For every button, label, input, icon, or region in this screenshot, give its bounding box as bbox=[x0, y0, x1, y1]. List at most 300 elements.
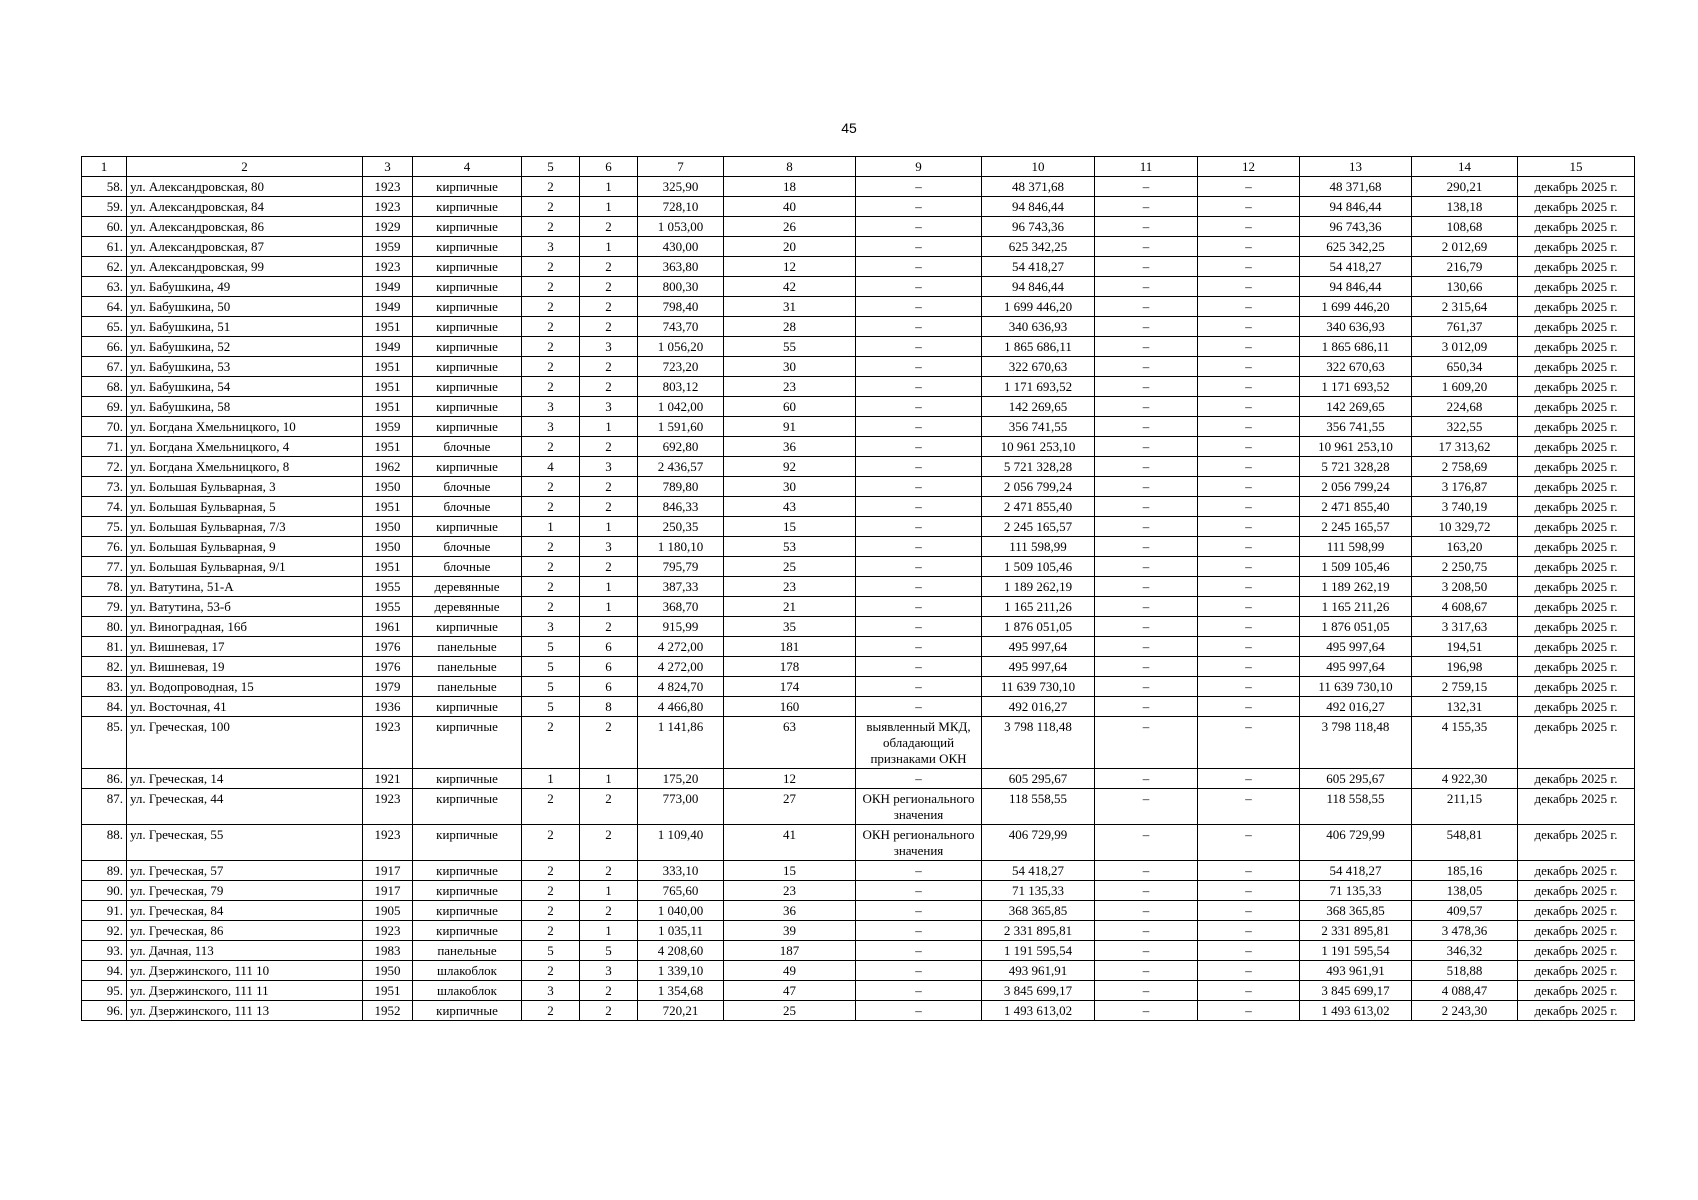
deadline-cell: декабрь 2025 г. bbox=[1518, 337, 1635, 357]
entrances-cell: 1 bbox=[580, 197, 638, 217]
address-cell: ул. Греческая, 84 bbox=[127, 901, 363, 921]
year-built-cell: 1962 bbox=[363, 457, 413, 477]
table-row bbox=[82, 921, 1635, 941]
residents-cell: 15 bbox=[724, 861, 856, 881]
cost-cell: 625 342,25 bbox=[982, 237, 1095, 257]
year-built-cell: 1951 bbox=[363, 981, 413, 1001]
year-built-cell: 1976 bbox=[363, 657, 413, 677]
row-number-cell: 82. bbox=[82, 657, 127, 677]
deadline-cell: декабрь 2025 г. bbox=[1518, 317, 1635, 337]
residents-cell: 178 bbox=[724, 657, 856, 677]
cost-per-sqm-cell: 17 313,62 bbox=[1412, 437, 1518, 457]
residents-cell: 25 bbox=[724, 1001, 856, 1021]
table-row bbox=[82, 1001, 1635, 1021]
table-row bbox=[82, 617, 1635, 637]
address-cell: ул. Греческая, 86 bbox=[127, 921, 363, 941]
cost-per-sqm-cell: 1 609,20 bbox=[1412, 377, 1518, 397]
row-number-cell: 85. bbox=[82, 717, 127, 769]
address-cell: ул. Большая Бульварная, 5 bbox=[127, 497, 363, 517]
cost-col-12-cell: – bbox=[1198, 789, 1300, 825]
total-cost-cell: 2 471 855,40 bbox=[1300, 497, 1412, 517]
cost-cell: 1 191 595,54 bbox=[982, 941, 1095, 961]
floors-cell: 5 bbox=[522, 657, 580, 677]
cost-per-sqm-cell: 3 317,63 bbox=[1412, 617, 1518, 637]
deadline-cell: декабрь 2025 г. bbox=[1518, 697, 1635, 717]
year-built-cell: 1950 bbox=[363, 517, 413, 537]
floors-cell: 2 bbox=[522, 297, 580, 317]
deadline-cell: декабрь 2025 г. bbox=[1518, 617, 1635, 637]
wall-material-cell: панельные bbox=[413, 941, 522, 961]
row-number-cell: 75. bbox=[82, 517, 127, 537]
entrances-cell: 3 bbox=[580, 397, 638, 417]
cost-col-12-cell: – bbox=[1198, 881, 1300, 901]
cost-col-11-cell: – bbox=[1095, 941, 1198, 961]
floors-cell: 2 bbox=[522, 577, 580, 597]
table-row bbox=[82, 197, 1635, 217]
heritage-status-cell: – bbox=[856, 197, 982, 217]
heritage-status-cell: – bbox=[856, 237, 982, 257]
year-built-cell: 1923 bbox=[363, 921, 413, 941]
row-number-cell: 63. bbox=[82, 277, 127, 297]
heritage-status-cell: – bbox=[856, 357, 982, 377]
table-row bbox=[82, 637, 1635, 657]
wall-material-cell: кирпичные bbox=[413, 177, 522, 197]
year-built-cell: 1955 bbox=[363, 597, 413, 617]
deadline-cell: декабрь 2025 г. bbox=[1518, 961, 1635, 981]
total-cost-cell: 322 670,63 bbox=[1300, 357, 1412, 377]
heritage-status-cell: – bbox=[856, 901, 982, 921]
address-cell: ул. Дачная, 113 bbox=[127, 941, 363, 961]
cost-col-11-cell: – bbox=[1095, 881, 1198, 901]
address-cell: ул. Греческая, 44 bbox=[127, 789, 363, 825]
row-number-cell: 66. bbox=[82, 337, 127, 357]
residents-cell: 12 bbox=[724, 257, 856, 277]
deadline-cell: декабрь 2025 г. bbox=[1518, 769, 1635, 789]
wall-material-cell: кирпичные bbox=[413, 317, 522, 337]
area-cell: 1 053,00 bbox=[638, 217, 724, 237]
entrances-cell: 2 bbox=[580, 297, 638, 317]
address-cell: ул. Большая Бульварная, 9 bbox=[127, 537, 363, 557]
heritage-status-cell: – bbox=[856, 417, 982, 437]
row-number-cell: 72. bbox=[82, 457, 127, 477]
cost-col-12-cell: – bbox=[1198, 941, 1300, 961]
residents-cell: 12 bbox=[724, 769, 856, 789]
year-built-cell: 1976 bbox=[363, 637, 413, 657]
row-number-cell: 64. bbox=[82, 297, 127, 317]
page-number: 45 bbox=[841, 120, 857, 136]
entrances-cell: 2 bbox=[580, 1001, 638, 1021]
row-number-cell: 76. bbox=[82, 537, 127, 557]
cost-per-sqm-cell: 138,18 bbox=[1412, 197, 1518, 217]
deadline-cell: декабрь 2025 г. bbox=[1518, 377, 1635, 397]
wall-material-cell: кирпичные bbox=[413, 1001, 522, 1021]
row-number-cell: 71. bbox=[82, 437, 127, 457]
year-built-cell: 1950 bbox=[363, 537, 413, 557]
floors-cell: 2 bbox=[522, 277, 580, 297]
cost-col-11-cell: – bbox=[1095, 677, 1198, 697]
row-number-cell: 80. bbox=[82, 617, 127, 637]
wall-material-cell: кирпичные bbox=[413, 717, 522, 769]
cost-per-sqm-cell: 3 176,87 bbox=[1412, 477, 1518, 497]
deadline-cell: декабрь 2025 г. bbox=[1518, 297, 1635, 317]
table-row bbox=[82, 941, 1635, 961]
cost-col-12-cell: – bbox=[1198, 297, 1300, 317]
heritage-status-cell: – bbox=[856, 769, 982, 789]
area-cell: 728,10 bbox=[638, 197, 724, 217]
total-cost-cell: 2 056 799,24 bbox=[1300, 477, 1412, 497]
entrances-cell: 2 bbox=[580, 477, 638, 497]
wall-material-cell: деревянные bbox=[413, 597, 522, 617]
heritage-status-cell: – bbox=[856, 337, 982, 357]
cost-cell: 1 509 105,46 bbox=[982, 557, 1095, 577]
deadline-cell: декабрь 2025 г. bbox=[1518, 901, 1635, 921]
entrances-cell: 1 bbox=[580, 881, 638, 901]
cost-col-11-cell: – bbox=[1095, 177, 1198, 197]
residents-cell: 25 bbox=[724, 557, 856, 577]
cost-col-11-cell: – bbox=[1095, 437, 1198, 457]
heritage-status-cell: – bbox=[856, 1001, 982, 1021]
column-header-10: 10 bbox=[982, 157, 1095, 177]
area-cell: 1 354,68 bbox=[638, 981, 724, 1001]
deadline-cell: декабрь 2025 г. bbox=[1518, 457, 1635, 477]
total-cost-cell: 5 721 328,28 bbox=[1300, 457, 1412, 477]
cost-per-sqm-cell: 3 478,36 bbox=[1412, 921, 1518, 941]
column-number-row bbox=[82, 157, 1635, 177]
heritage-status-cell: – bbox=[856, 881, 982, 901]
year-built-cell: 1949 bbox=[363, 337, 413, 357]
cost-col-11-cell: – bbox=[1095, 769, 1198, 789]
cost-cell: 356 741,55 bbox=[982, 417, 1095, 437]
table-row bbox=[82, 457, 1635, 477]
area-cell: 720,21 bbox=[638, 1001, 724, 1021]
floors-cell: 2 bbox=[522, 197, 580, 217]
cost-per-sqm-cell: 761,37 bbox=[1412, 317, 1518, 337]
cost-per-sqm-cell: 163,20 bbox=[1412, 537, 1518, 557]
entrances-cell: 2 bbox=[580, 617, 638, 637]
row-number-cell: 89. bbox=[82, 861, 127, 881]
deadline-cell: декабрь 2025 г. bbox=[1518, 677, 1635, 697]
area-cell: 175,20 bbox=[638, 769, 724, 789]
cost-col-12-cell: – bbox=[1198, 497, 1300, 517]
cost-cell: 111 598,99 bbox=[982, 537, 1095, 557]
cost-cell: 10 961 253,10 bbox=[982, 437, 1095, 457]
deadline-cell: декабрь 2025 г. bbox=[1518, 881, 1635, 901]
row-number-cell: 86. bbox=[82, 769, 127, 789]
heritage-status-cell: – bbox=[856, 537, 982, 557]
year-built-cell: 1959 bbox=[363, 237, 413, 257]
area-cell: 368,70 bbox=[638, 597, 724, 617]
total-cost-cell: 3 845 699,17 bbox=[1300, 981, 1412, 1001]
entrances-cell: 2 bbox=[580, 861, 638, 881]
deadline-cell: декабрь 2025 г. bbox=[1518, 177, 1635, 197]
area-cell: 1 180,10 bbox=[638, 537, 724, 557]
cost-cell: 94 846,44 bbox=[982, 277, 1095, 297]
table-row bbox=[82, 657, 1635, 677]
area-cell: 4 824,70 bbox=[638, 677, 724, 697]
cost-per-sqm-cell: 4 608,67 bbox=[1412, 597, 1518, 617]
cost-per-sqm-cell: 2 243,30 bbox=[1412, 1001, 1518, 1021]
entrances-cell: 3 bbox=[580, 961, 638, 981]
row-number-cell: 93. bbox=[82, 941, 127, 961]
cost-col-12-cell: – bbox=[1198, 237, 1300, 257]
cost-cell: 368 365,85 bbox=[982, 901, 1095, 921]
floors-cell: 2 bbox=[522, 861, 580, 881]
total-cost-cell: 1 865 686,11 bbox=[1300, 337, 1412, 357]
floors-cell: 2 bbox=[522, 177, 580, 197]
year-built-cell: 1917 bbox=[363, 881, 413, 901]
heritage-status-cell: – bbox=[856, 981, 982, 1001]
residents-cell: 30 bbox=[724, 477, 856, 497]
entrances-cell: 1 bbox=[580, 597, 638, 617]
column-header-13: 13 bbox=[1300, 157, 1412, 177]
cost-col-11-cell: – bbox=[1095, 597, 1198, 617]
deadline-cell: декабрь 2025 г. bbox=[1518, 417, 1635, 437]
address-cell: ул. Греческая, 57 bbox=[127, 861, 363, 881]
cost-cell: 11 639 730,10 bbox=[982, 677, 1095, 697]
cost-col-11-cell: – bbox=[1095, 517, 1198, 537]
residents-cell: 53 bbox=[724, 537, 856, 557]
cost-col-12-cell: – bbox=[1198, 357, 1300, 377]
heritage-status-cell: – bbox=[856, 177, 982, 197]
address-cell: ул. Бабушкина, 54 bbox=[127, 377, 363, 397]
heritage-status-cell: – bbox=[856, 637, 982, 657]
residents-cell: 21 bbox=[724, 597, 856, 617]
cost-col-11-cell: – bbox=[1095, 397, 1198, 417]
cost-per-sqm-cell: 211,15 bbox=[1412, 789, 1518, 825]
column-header-15: 15 bbox=[1518, 157, 1635, 177]
column-header-9: 9 bbox=[856, 157, 982, 177]
column-header-4: 4 bbox=[413, 157, 522, 177]
table-row bbox=[82, 337, 1635, 357]
cost-per-sqm-cell: 130,66 bbox=[1412, 277, 1518, 297]
cost-cell: 493 961,91 bbox=[982, 961, 1095, 981]
residents-cell: 18 bbox=[724, 177, 856, 197]
residents-cell: 36 bbox=[724, 901, 856, 921]
area-cell: 4 208,60 bbox=[638, 941, 724, 961]
cost-per-sqm-cell: 196,98 bbox=[1412, 657, 1518, 677]
year-built-cell: 1923 bbox=[363, 197, 413, 217]
cost-cell: 406 729,99 bbox=[982, 825, 1095, 861]
entrances-cell: 8 bbox=[580, 697, 638, 717]
row-number-cell: 83. bbox=[82, 677, 127, 697]
deadline-cell: декабрь 2025 г. bbox=[1518, 921, 1635, 941]
residents-cell: 20 bbox=[724, 237, 856, 257]
cost-cell: 1 865 686,11 bbox=[982, 337, 1095, 357]
row-number-cell: 73. bbox=[82, 477, 127, 497]
cost-cell: 1 876 051,05 bbox=[982, 617, 1095, 637]
heritage-status-cell: – bbox=[856, 397, 982, 417]
year-built-cell: 1905 bbox=[363, 901, 413, 921]
column-header-8: 8 bbox=[724, 157, 856, 177]
table-row bbox=[82, 477, 1635, 497]
cost-col-12-cell: – bbox=[1198, 637, 1300, 657]
cost-cell: 71 135,33 bbox=[982, 881, 1095, 901]
address-cell: ул. Ватутина, 53-б bbox=[127, 597, 363, 617]
cost-col-11-cell: – bbox=[1095, 257, 1198, 277]
address-cell: ул. Александровская, 99 bbox=[127, 257, 363, 277]
cost-cell: 1 493 613,02 bbox=[982, 1001, 1095, 1021]
area-cell: 1 040,00 bbox=[638, 901, 724, 921]
cost-col-12-cell: – bbox=[1198, 597, 1300, 617]
area-cell: 798,40 bbox=[638, 297, 724, 317]
cost-per-sqm-cell: 10 329,72 bbox=[1412, 517, 1518, 537]
residents-cell: 181 bbox=[724, 637, 856, 657]
cost-col-12-cell: – bbox=[1198, 577, 1300, 597]
address-cell: ул. Дзержинского, 111 13 bbox=[127, 1001, 363, 1021]
total-cost-cell: 111 598,99 bbox=[1300, 537, 1412, 557]
area-cell: 333,10 bbox=[638, 861, 724, 881]
cost-col-12-cell: – bbox=[1198, 825, 1300, 861]
column-header-1: 1 bbox=[82, 157, 127, 177]
table-row bbox=[82, 377, 1635, 397]
floors-cell: 2 bbox=[522, 537, 580, 557]
cost-per-sqm-cell: 132,31 bbox=[1412, 697, 1518, 717]
year-built-cell: 1951 bbox=[363, 357, 413, 377]
year-built-cell: 1983 bbox=[363, 941, 413, 961]
residents-cell: 35 bbox=[724, 617, 856, 637]
row-number-cell: 91. bbox=[82, 901, 127, 921]
total-cost-cell: 356 741,55 bbox=[1300, 417, 1412, 437]
deadline-cell: декабрь 2025 г. bbox=[1518, 1001, 1635, 1021]
row-number-cell: 84. bbox=[82, 697, 127, 717]
heritage-status-cell: – bbox=[856, 697, 982, 717]
cost-col-11-cell: – bbox=[1095, 981, 1198, 1001]
entrances-cell: 2 bbox=[580, 825, 638, 861]
cost-col-11-cell: – bbox=[1095, 717, 1198, 769]
address-cell: ул. Вишневая, 17 bbox=[127, 637, 363, 657]
wall-material-cell: кирпичные bbox=[413, 617, 522, 637]
cost-cell: 1 165 211,26 bbox=[982, 597, 1095, 617]
entrances-cell: 1 bbox=[580, 237, 638, 257]
year-built-cell: 1936 bbox=[363, 697, 413, 717]
cost-cell: 118 558,55 bbox=[982, 789, 1095, 825]
heritage-status-cell: – bbox=[856, 437, 982, 457]
wall-material-cell: кирпичные bbox=[413, 277, 522, 297]
floors-cell: 2 bbox=[522, 217, 580, 237]
housing-register-table bbox=[81, 156, 1635, 1021]
residents-cell: 39 bbox=[724, 921, 856, 941]
deadline-cell: декабрь 2025 г. bbox=[1518, 517, 1635, 537]
cost-cell: 1 189 262,19 bbox=[982, 577, 1095, 597]
cost-per-sqm-cell: 322,55 bbox=[1412, 417, 1518, 437]
wall-material-cell: деревянные bbox=[413, 577, 522, 597]
wall-material-cell: кирпичные bbox=[413, 697, 522, 717]
cost-cell: 495 997,64 bbox=[982, 637, 1095, 657]
area-cell: 4 272,00 bbox=[638, 637, 724, 657]
residents-cell: 49 bbox=[724, 961, 856, 981]
residents-cell: 187 bbox=[724, 941, 856, 961]
deadline-cell: декабрь 2025 г. bbox=[1518, 557, 1635, 577]
cost-per-sqm-cell: 4 922,30 bbox=[1412, 769, 1518, 789]
heritage-status-cell: – bbox=[856, 317, 982, 337]
area-cell: 1 042,00 bbox=[638, 397, 724, 417]
deadline-cell: декабрь 2025 г. bbox=[1518, 657, 1635, 677]
cost-per-sqm-cell: 650,34 bbox=[1412, 357, 1518, 377]
total-cost-cell: 94 846,44 bbox=[1300, 197, 1412, 217]
floors-cell: 2 bbox=[522, 1001, 580, 1021]
total-cost-cell: 96 743,36 bbox=[1300, 217, 1412, 237]
address-cell: ул. Бабушкина, 53 bbox=[127, 357, 363, 377]
cost-col-11-cell: – bbox=[1095, 577, 1198, 597]
cost-cell: 96 743,36 bbox=[982, 217, 1095, 237]
residents-cell: 27 bbox=[724, 789, 856, 825]
cost-per-sqm-cell: 4 088,47 bbox=[1412, 981, 1518, 1001]
year-built-cell: 1950 bbox=[363, 961, 413, 981]
wall-material-cell: панельные bbox=[413, 637, 522, 657]
table-row bbox=[82, 317, 1635, 337]
wall-material-cell: кирпичные bbox=[413, 881, 522, 901]
address-cell: ул. Большая Бульварная, 3 bbox=[127, 477, 363, 497]
area-cell: 800,30 bbox=[638, 277, 724, 297]
cost-cell: 2 331 895,81 bbox=[982, 921, 1095, 941]
residents-cell: 42 bbox=[724, 277, 856, 297]
cost-per-sqm-cell: 108,68 bbox=[1412, 217, 1518, 237]
table-row bbox=[82, 417, 1635, 437]
cost-cell: 3 798 118,48 bbox=[982, 717, 1095, 769]
table-row bbox=[82, 577, 1635, 597]
cost-col-11-cell: – bbox=[1095, 197, 1198, 217]
area-cell: 773,00 bbox=[638, 789, 724, 825]
floors-cell: 1 bbox=[522, 517, 580, 537]
area-cell: 2 436,57 bbox=[638, 457, 724, 477]
area-cell: 1 339,10 bbox=[638, 961, 724, 981]
total-cost-cell: 1 171 693,52 bbox=[1300, 377, 1412, 397]
cost-col-12-cell: – bbox=[1198, 557, 1300, 577]
floors-cell: 2 bbox=[522, 921, 580, 941]
cost-cell: 1 699 446,20 bbox=[982, 297, 1095, 317]
cost-cell: 492 016,27 bbox=[982, 697, 1095, 717]
entrances-cell: 2 bbox=[580, 377, 638, 397]
year-built-cell: 1923 bbox=[363, 789, 413, 825]
table-row bbox=[82, 397, 1635, 417]
year-built-cell: 1951 bbox=[363, 437, 413, 457]
cost-cell: 142 269,65 bbox=[982, 397, 1095, 417]
entrances-cell: 2 bbox=[580, 437, 638, 457]
floors-cell: 2 bbox=[522, 717, 580, 769]
area-cell: 325,90 bbox=[638, 177, 724, 197]
floors-cell: 2 bbox=[522, 789, 580, 825]
area-cell: 4 466,80 bbox=[638, 697, 724, 717]
cost-col-11-cell: – bbox=[1095, 921, 1198, 941]
entrances-cell: 2 bbox=[580, 277, 638, 297]
cost-col-11-cell: – bbox=[1095, 497, 1198, 517]
cost-col-11-cell: – bbox=[1095, 825, 1198, 861]
table-row bbox=[82, 901, 1635, 921]
deadline-cell: декабрь 2025 г. bbox=[1518, 941, 1635, 961]
cost-col-12-cell: – bbox=[1198, 397, 1300, 417]
total-cost-cell: 495 997,64 bbox=[1300, 657, 1412, 677]
column-header-2: 2 bbox=[127, 157, 363, 177]
address-cell: ул. Александровская, 86 bbox=[127, 217, 363, 237]
cost-col-12-cell: – bbox=[1198, 457, 1300, 477]
heritage-status-cell: – bbox=[856, 617, 982, 637]
address-cell: ул. Греческая, 55 bbox=[127, 825, 363, 861]
area-cell: 795,79 bbox=[638, 557, 724, 577]
cost-col-11-cell: – bbox=[1095, 557, 1198, 577]
address-cell: ул. Бабушкина, 49 bbox=[127, 277, 363, 297]
floors-cell: 2 bbox=[522, 901, 580, 921]
cost-col-12-cell: – bbox=[1198, 217, 1300, 237]
area-cell: 363,80 bbox=[638, 257, 724, 277]
deadline-cell: декабрь 2025 г. bbox=[1518, 257, 1635, 277]
area-cell: 1 591,60 bbox=[638, 417, 724, 437]
cost-col-11-cell: – bbox=[1095, 1001, 1198, 1021]
cost-per-sqm-cell: 3 208,50 bbox=[1412, 577, 1518, 597]
total-cost-cell: 71 135,33 bbox=[1300, 881, 1412, 901]
floors-cell: 5 bbox=[522, 941, 580, 961]
year-built-cell: 1929 bbox=[363, 217, 413, 237]
cost-col-11-cell: – bbox=[1095, 477, 1198, 497]
